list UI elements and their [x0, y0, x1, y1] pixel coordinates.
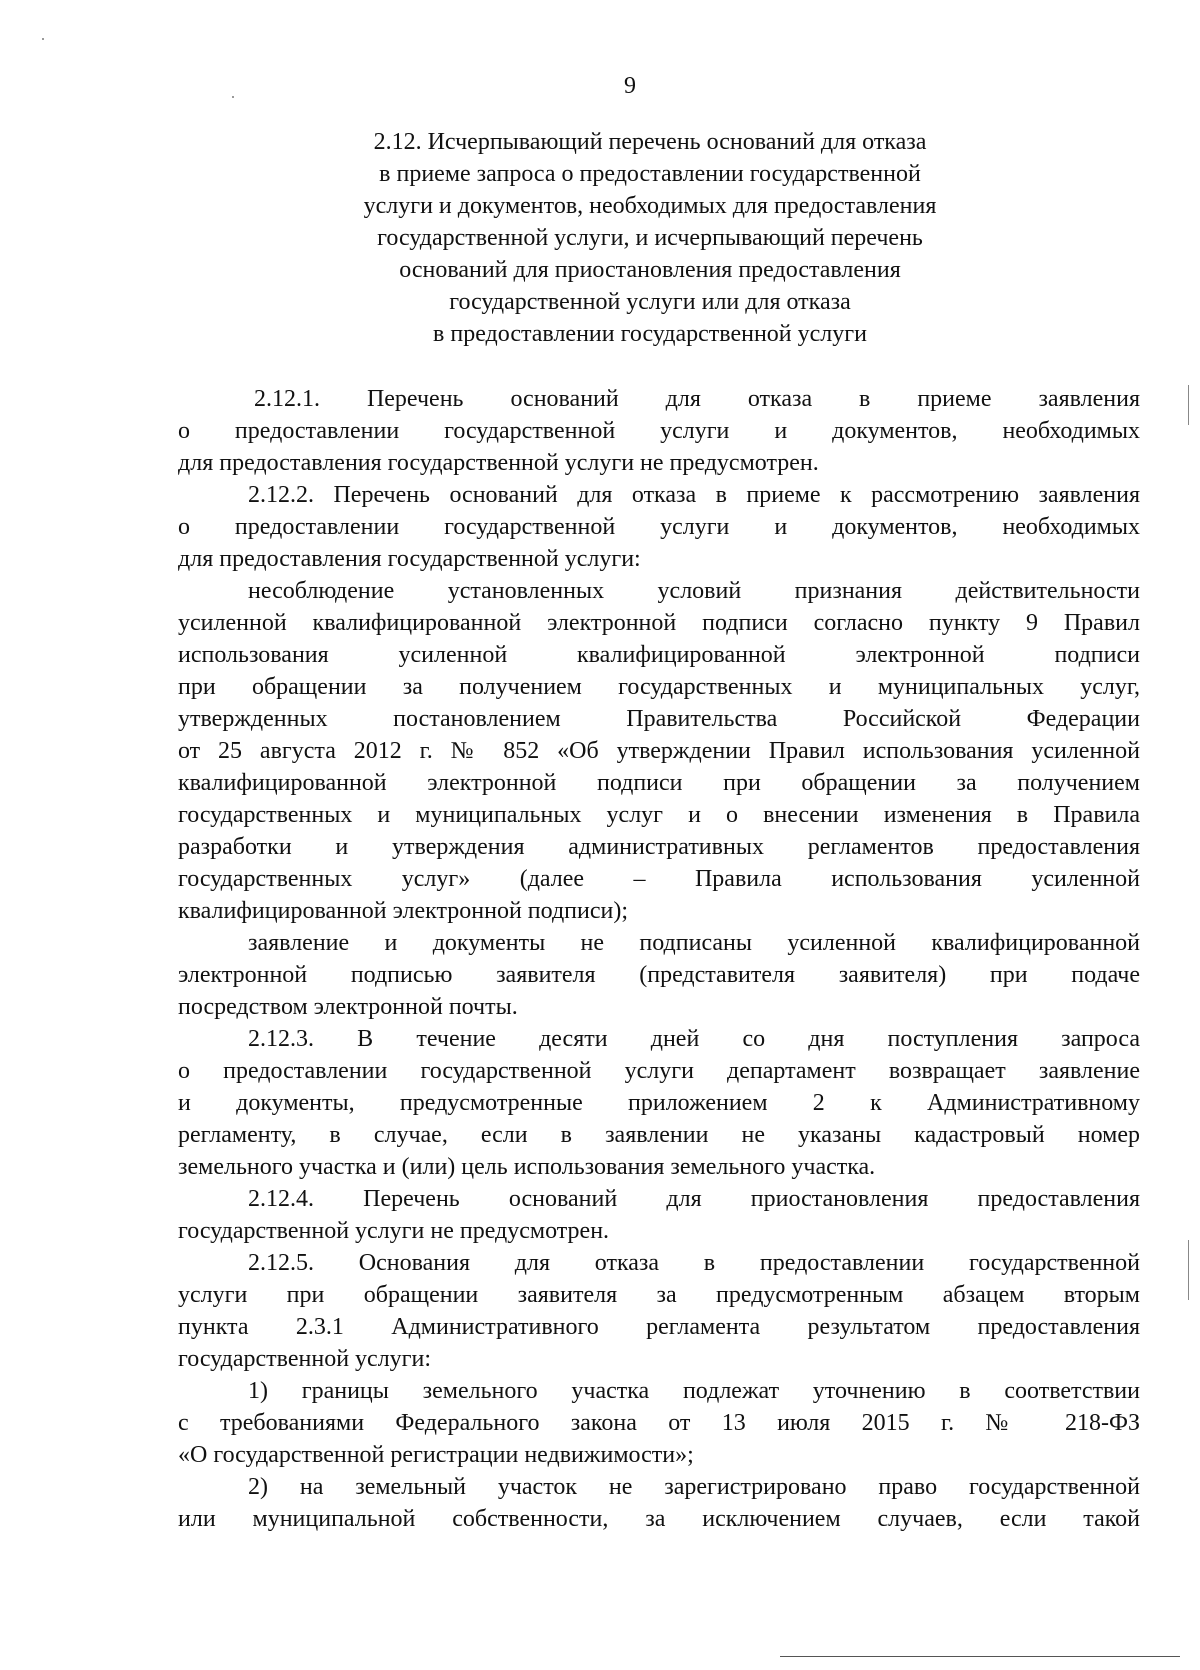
section-heading [290, 126, 1010, 350]
text-line: для предоставления государственной услуги не предусмотрен. [178, 450, 819, 476]
text-line: услуги при обращении заявителя за предусмотренным абзацем вторым [178, 1282, 1140, 1308]
text-line: «О государственной регистрации недвижимости»; [178, 1442, 694, 1468]
paragraph-2-12-1 [178, 383, 1140, 479]
paragraph-item-1 [178, 1375, 1140, 1471]
text-line: 2) на земельный участок не зарегистрировано право государственной [248, 1474, 1140, 1500]
text-line: государственной услуги не предусмотрен. [178, 1218, 610, 1244]
text-line: или муниципальной собственности, за исключением случаев, если такой [178, 1506, 1140, 1532]
text-line: электронной подписью заявителя (представителя заявителя) при подаче [178, 962, 1140, 988]
heading-line: государственной услуги, и исчерпывающий перечень [377, 225, 923, 251]
text-line: разработки и утверждения административных регламентов предоставления [178, 834, 1140, 860]
text-line: посредством электронной почты. [178, 994, 518, 1020]
text-line: государственных услуг» (далее – Правила использования усиленной [178, 866, 1140, 892]
paragraph-signature-condition [178, 575, 1140, 927]
text-line: государственных и муниципальных услуг и о внесении изменения в Правила [178, 802, 1140, 828]
paragraph-2-12-3 [178, 1023, 1140, 1183]
text-line: земельного участка и (или) цель использования земельного участка. [178, 1154, 876, 1180]
heading-line: государственной услуги или для отказа [449, 289, 851, 315]
text-line: несоблюдение установленных условий признания действительности [248, 578, 1140, 604]
text-line: квалифицированной электронной подписи); [178, 898, 628, 924]
text-line: 2.12.5. Основания для отказа в предоставлении государственной [248, 1250, 1140, 1276]
text-line: заявление и документы не подписаны усиленной квалифицированной [248, 930, 1140, 956]
text-line: и документы, предусмотренные приложением 2 к Административному [178, 1090, 1140, 1116]
text-line: о предоставлении государственной услуги департамент возвращает заявление [178, 1058, 1140, 1084]
paragraph-2-12-2 [178, 479, 1140, 575]
page-number: 9 [624, 73, 636, 99]
text-line: 1) границы земельного участка подлежат уточнению в соответствии [248, 1378, 1140, 1404]
paragraph-unsigned-documents [178, 927, 1140, 1023]
text-line: 2.12.1. Перечень оснований для отказа в приеме заявления [254, 386, 1140, 412]
text-line: при обращении за получением государственных и муниципальных услуг, [178, 674, 1140, 700]
heading-line: в предоставлении государственной услуги [433, 321, 867, 347]
text-line: для предоставления государственной услуги: [178, 546, 641, 572]
text-line: пункта 2.3.1 Административного регламента результатом предоставления [178, 1314, 1140, 1340]
scan-edge-line [1188, 385, 1189, 425]
text-line: использования усиленной квалифицированной электронной подписи [178, 642, 1140, 668]
heading-line: услуги и документов, необходимых для предоставления [363, 193, 937, 219]
text-line: о предоставлении государственной услуги и документов, необходимых [178, 418, 1140, 444]
text-line: усиленной квалифицированной электронной подписи согласно пункту 9 Правил [178, 610, 1140, 636]
text-line: квалифицированной электронной подписи при обращении за получением [178, 770, 1140, 796]
heading-line: 2.12. Исчерпывающий перечень оснований для отказа [373, 129, 927, 155]
paragraph-item-2 [178, 1471, 1140, 1535]
scan-edge-line [1188, 1240, 1189, 1300]
text-line: о предоставлении государственной услуги и документов, необходимых [178, 514, 1140, 540]
scan-speck [42, 38, 44, 40]
document-body [178, 383, 1140, 1535]
text-line: с требованиями Федерального закона от 13 июля 2015 г. № 218-ФЗ [178, 1410, 1140, 1436]
text-line: утвержденных постановлением Правительства Российской Федерации [178, 706, 1140, 732]
text-line: регламенту, в случае, если в заявлении не указаны кадастровый номер [178, 1122, 1140, 1148]
text-line: 2.12.4. Перечень оснований для приостановления предоставления [248, 1186, 1140, 1212]
bottom-scan-line [780, 1656, 1180, 1657]
heading-line: оснований для приостановления предоставления [399, 257, 901, 283]
text-line: 2.12.2. Перечень оснований для отказа в приеме к рассмотрению заявления [248, 482, 1140, 508]
paragraph-2-12-4 [178, 1183, 1140, 1247]
text-line: 2.12.3. В течение десяти дней со дня поступления запроса [248, 1026, 1140, 1052]
text-line: государственной услуги: [178, 1346, 432, 1372]
text-line: от 25 августа 2012 г. № 852 «Об утверждении Правил использования усиленной [178, 738, 1140, 764]
paragraph-2-12-5 [178, 1247, 1140, 1375]
heading-line: в приеме запроса о предоставлении государственной [379, 161, 921, 187]
